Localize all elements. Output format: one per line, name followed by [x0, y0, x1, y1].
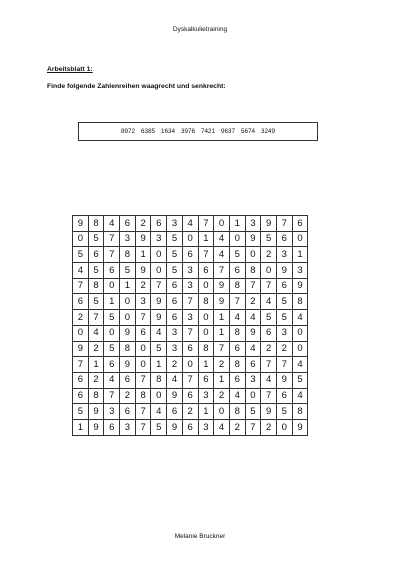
grid-cell: 6	[261, 325, 277, 341]
grid-cell: 4	[229, 310, 245, 326]
page-header: Dyskalkulietraining	[172, 26, 228, 33]
grid-cell: 9	[276, 263, 292, 279]
grid-cell: 1	[229, 216, 245, 232]
grid-cell: 5	[104, 310, 120, 326]
grid-cell: 5	[151, 341, 167, 357]
grid-cell: 2	[276, 341, 292, 357]
grid-cell: 0	[73, 231, 89, 247]
grid-cell: 3	[120, 419, 136, 435]
grid-cell: 6	[276, 388, 292, 404]
grid-cell: 9	[120, 325, 136, 341]
grid-cell: 9	[292, 278, 308, 294]
grid-cell: 8	[151, 372, 167, 388]
grid-cell: 7	[182, 294, 198, 310]
grid-cell: 5	[261, 310, 277, 326]
grid-cell: 7	[104, 388, 120, 404]
grid-cell: 9	[73, 341, 89, 357]
grid-cell: 9	[245, 325, 261, 341]
grid-cell: 2	[229, 419, 245, 435]
grid-cell: 5	[73, 247, 89, 263]
grid-cell: 8	[229, 325, 245, 341]
grid-cell: 5	[261, 231, 277, 247]
grid-cell: 4	[104, 216, 120, 232]
search-number: 3976	[180, 128, 195, 135]
grid-cell: 8	[88, 278, 104, 294]
grid-cell: 0	[135, 357, 151, 373]
grid-cell: 0	[261, 263, 277, 279]
grid-cell: 2	[135, 278, 151, 294]
grid-cell: 9	[135, 263, 151, 279]
grid-cell: 4	[292, 388, 308, 404]
grid-cell: 1	[104, 294, 120, 310]
grid-cell: 5	[104, 341, 120, 357]
grid-cell: 2	[261, 247, 277, 263]
grid-cell: 6	[182, 388, 198, 404]
grid-cell: 6	[167, 404, 183, 420]
grid-cell: 0	[198, 310, 214, 326]
grid-row	[73, 404, 308, 420]
grid-cell: 8	[120, 247, 136, 263]
grid-cell: 0	[104, 278, 120, 294]
grid-cell: 7	[135, 404, 151, 420]
grid-cell: 7	[88, 310, 104, 326]
grid-cell: 7	[214, 341, 230, 357]
grid-cell: 2	[214, 388, 230, 404]
grid-cell: 5	[292, 372, 308, 388]
grid-cell: 3	[120, 231, 136, 247]
grid-cell: 7	[198, 216, 214, 232]
grid-cell: 9	[214, 278, 230, 294]
grid-cell: 9	[261, 404, 277, 420]
grid-cell: 7	[104, 247, 120, 263]
grid-cell: 5	[167, 247, 183, 263]
grid-row	[73, 247, 308, 263]
grid-cell: 0	[245, 247, 261, 263]
grid-cell: 3	[167, 216, 183, 232]
grid-cell: 9	[214, 294, 230, 310]
grid-cell: 7	[261, 357, 277, 373]
grid-cell: 6	[198, 263, 214, 279]
grid-cell: 5	[88, 263, 104, 279]
grid-row	[73, 325, 308, 341]
grid-cell: 6	[104, 419, 120, 435]
grid-cell: 1	[198, 231, 214, 247]
grid-cell: 1	[198, 357, 214, 373]
grid-cell: 8	[198, 341, 214, 357]
grid-cell: 9	[292, 419, 308, 435]
grid-cell: 2	[214, 357, 230, 373]
grid-cell: 6	[245, 357, 261, 373]
grid-cell: 5	[88, 294, 104, 310]
grid-cell: 8	[229, 278, 245, 294]
grid-cell: 2	[167, 357, 183, 373]
grid-cell: 3	[167, 325, 183, 341]
grid-cell: 4	[73, 263, 89, 279]
grid-cell: 9	[261, 216, 277, 232]
grid-cell: 7	[182, 325, 198, 341]
grid-cell: 7	[198, 247, 214, 263]
grid-cell: 7	[151, 278, 167, 294]
grid-cell: 6	[198, 372, 214, 388]
grid-cell: 9	[167, 388, 183, 404]
grid-cell: 7	[214, 263, 230, 279]
grid-cell: 3	[182, 310, 198, 326]
grid-row	[73, 388, 308, 404]
grid-cell: 5	[151, 419, 167, 435]
grid-cell: 9	[167, 419, 183, 435]
grid-cell: 8	[88, 388, 104, 404]
grid-row	[73, 341, 308, 357]
grid-cell: 7	[245, 278, 261, 294]
number-grid	[72, 215, 308, 436]
grid-cell: 2	[261, 341, 277, 357]
grid-cell: 0	[182, 357, 198, 373]
grid-cell: 0	[151, 247, 167, 263]
grid-cell: 9	[151, 294, 167, 310]
grid-cell: 7	[261, 278, 277, 294]
grid-cell: 9	[88, 404, 104, 420]
grid-cell: 1	[120, 278, 136, 294]
grid-cell: 2	[88, 372, 104, 388]
search-number: 8972	[120, 128, 135, 135]
grid-cell: 6	[182, 247, 198, 263]
grid-cell: 7	[104, 231, 120, 247]
grid-cell: 4	[151, 404, 167, 420]
grid-cell: 1	[214, 310, 230, 326]
grid-cell: 9	[276, 372, 292, 388]
grid-cell: 3	[182, 263, 198, 279]
search-number: 6385	[140, 128, 155, 135]
grid-cell: 7	[245, 419, 261, 435]
grid-cell: 6	[73, 388, 89, 404]
grid-cell: 6	[292, 216, 308, 232]
grid-cell: 6	[88, 247, 104, 263]
grid-cell: 6	[120, 216, 136, 232]
grid-cell: 4	[261, 372, 277, 388]
grid-cell: 7	[276, 357, 292, 373]
grid-cell: 0	[292, 231, 308, 247]
grid-cell: 2	[182, 404, 198, 420]
grid-cell: 5	[167, 231, 183, 247]
grid-cell: 5	[120, 263, 136, 279]
grid-cell: 1	[135, 247, 151, 263]
grid-cell: 4	[245, 310, 261, 326]
grid-cell: 9	[151, 310, 167, 326]
grid-cell: 9	[245, 231, 261, 247]
grid-cell: 1	[73, 419, 89, 435]
grid-cell: 0	[198, 278, 214, 294]
grid-row	[73, 419, 308, 435]
grid-cell: 3	[292, 263, 308, 279]
worksheet-title: Arbeitsblatt 1:	[47, 66, 93, 73]
grid-cell: 4	[214, 231, 230, 247]
grid-cell: 1	[198, 404, 214, 420]
grid-cell: 1	[88, 357, 104, 373]
grid-cell: 8	[229, 404, 245, 420]
grid-cell: 8	[245, 263, 261, 279]
grid-cell: 8	[198, 294, 214, 310]
grid-cell: 6	[229, 263, 245, 279]
grid-cell: 6	[73, 372, 89, 388]
grid-cell: 4	[292, 357, 308, 373]
grid-cell: 7	[135, 419, 151, 435]
grid-cell: 9	[88, 419, 104, 435]
grid-cell: 4	[229, 388, 245, 404]
grid-cell: 0	[135, 341, 151, 357]
search-number: 3249	[261, 128, 276, 135]
grid-cell: 7	[182, 372, 198, 388]
grid-cell: 5	[245, 404, 261, 420]
grid-row	[73, 231, 308, 247]
grid-cell: 5	[167, 263, 183, 279]
grid-cell: 4	[151, 325, 167, 341]
search-number: 9637	[221, 128, 236, 135]
grid-cell: 0	[292, 325, 308, 341]
grid-row	[73, 372, 308, 388]
grid-cell: 0	[120, 294, 136, 310]
search-number: 5674	[241, 128, 256, 135]
grid-cell: 8	[292, 294, 308, 310]
grid-cell: 7	[73, 357, 89, 373]
grid-cell: 2	[88, 341, 104, 357]
grid-cell: 8	[88, 216, 104, 232]
grid-row	[73, 310, 308, 326]
grid-cell: 0	[214, 404, 230, 420]
grid-cell: 2	[73, 310, 89, 326]
grid-cell: 7	[261, 388, 277, 404]
grid-cell: 3	[135, 294, 151, 310]
grid-cell: 7	[276, 216, 292, 232]
grid-cell: 6	[73, 294, 89, 310]
grid-cell: 3	[151, 231, 167, 247]
grid-cell: 7	[135, 310, 151, 326]
grid-cell: 6	[276, 278, 292, 294]
grid-row	[73, 278, 308, 294]
grid-cell: 6	[229, 372, 245, 388]
grid-cell: 8	[120, 341, 136, 357]
search-number: 1634	[160, 128, 175, 135]
grid-cell: 4	[214, 419, 230, 435]
grid-cell: 4	[245, 341, 261, 357]
grid-cell: 4	[167, 372, 183, 388]
grid-row	[73, 357, 308, 373]
grid-cell: 1	[214, 325, 230, 341]
grid-cell: 7	[229, 294, 245, 310]
grid-cell: 0	[151, 263, 167, 279]
grid-cell: 6	[120, 372, 136, 388]
page-footer: Melanie Bruckner	[174, 533, 226, 540]
grid-cell: 9	[120, 357, 136, 373]
grid-cell: 9	[73, 216, 89, 232]
grid-cell: 4	[104, 372, 120, 388]
grid-cell: 4	[88, 325, 104, 341]
grid-cell: 3	[276, 325, 292, 341]
grid-cell: 0	[229, 231, 245, 247]
grid-cell: 0	[292, 341, 308, 357]
grid-cell: 5	[276, 404, 292, 420]
grid-cell: 4	[214, 247, 230, 263]
grid-cell: 3	[198, 419, 214, 435]
grid-cell: 5	[276, 310, 292, 326]
grid-cell: 0	[73, 325, 89, 341]
grid-cell: 3	[198, 388, 214, 404]
grid-cell: 3	[276, 247, 292, 263]
search-number: 7421	[201, 128, 216, 135]
grid-cell: 5	[229, 247, 245, 263]
grid-cell: 6	[182, 419, 198, 435]
grid-cell: 4	[261, 294, 277, 310]
grid-row	[73, 294, 308, 310]
worksheet-instruction: Finde folgende Zahlenreihen waagrecht und senkrecht:	[47, 83, 226, 90]
grid-cell: 7	[135, 372, 151, 388]
grid-cell: 8	[135, 388, 151, 404]
grid-cell: 1	[214, 372, 230, 388]
grid-cell: 3	[104, 404, 120, 420]
grid-cell: 0	[245, 388, 261, 404]
grid-cell: 2	[261, 419, 277, 435]
grid-cell: 6	[135, 325, 151, 341]
grid-cell: 6	[182, 341, 198, 357]
grid-cell: 3	[182, 278, 198, 294]
grid-cell: 5	[73, 404, 89, 420]
grid-cell: 3	[245, 372, 261, 388]
grid-cell: 1	[151, 357, 167, 373]
grid-cell: 4	[182, 216, 198, 232]
grid-cell: 2	[135, 216, 151, 232]
grid-cell: 6	[229, 341, 245, 357]
grid-cell: 1	[292, 247, 308, 263]
grid-cell: 5	[276, 294, 292, 310]
search-numbers-box	[78, 122, 318, 141]
grid-cell: 7	[73, 278, 89, 294]
grid-cell: 6	[167, 278, 183, 294]
grid-cell: 0	[276, 419, 292, 435]
grid-cell: 6	[167, 294, 183, 310]
grid-row	[73, 263, 308, 279]
grid-cell: 6	[120, 404, 136, 420]
grid-cell: 6	[104, 357, 120, 373]
grid-cell: 0	[214, 216, 230, 232]
grid-cell: 3	[167, 341, 183, 357]
grid-cell: 9	[135, 231, 151, 247]
grid-cell: 0	[182, 231, 198, 247]
grid-cell: 0	[104, 325, 120, 341]
grid-cell: 8	[229, 357, 245, 373]
grid-row	[73, 216, 308, 232]
grid-cell: 6	[276, 231, 292, 247]
grid-cell: 0	[198, 325, 214, 341]
grid-cell: 2	[120, 388, 136, 404]
grid-cell: 0	[120, 310, 136, 326]
grid-cell: 4	[292, 310, 308, 326]
grid-cell: 3	[245, 216, 261, 232]
grid-cell: 6	[151, 216, 167, 232]
grid-cell: 5	[88, 231, 104, 247]
grid-cell: 0	[151, 388, 167, 404]
grid-cell: 6	[167, 310, 183, 326]
grid-cell: 8	[292, 404, 308, 420]
grid-cell: 2	[245, 294, 261, 310]
grid-cell: 6	[104, 263, 120, 279]
